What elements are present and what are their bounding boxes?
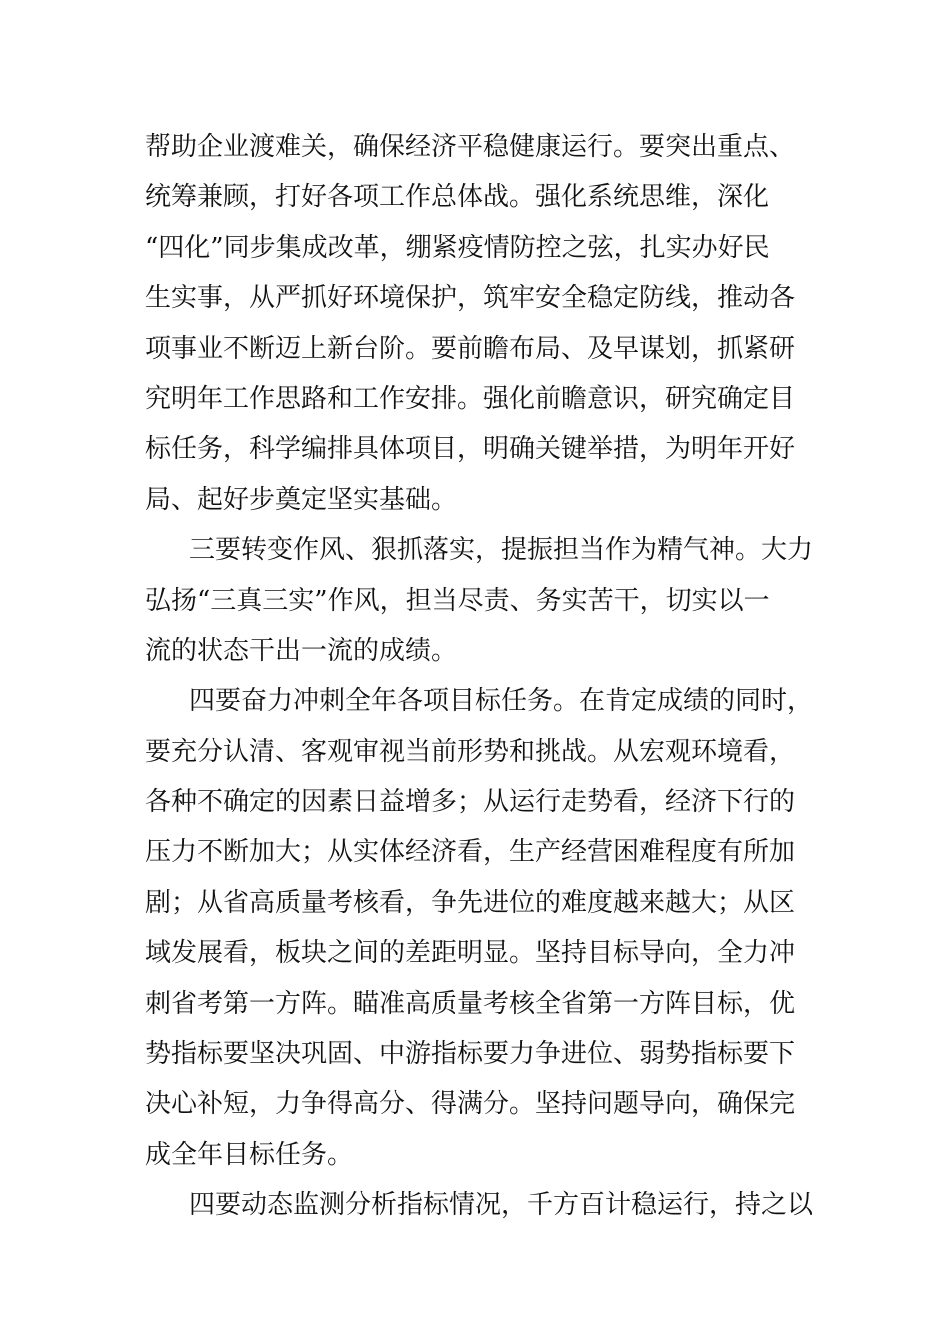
text-line: 刺省考第一方阵。瞄准高质量考核全省第一方阵目标，优 (145, 988, 796, 1019)
text-line: 势指标要坚决巩固、中游指标要力争进位、弱势指标要下 (145, 1039, 796, 1070)
text-line: 决心补短，力争得高分、得满分。坚持问题导向，确保完 (145, 1089, 796, 1120)
text-line: 帮助企业渡难关，确保经济平稳健康运行。要突出重点、 (145, 132, 796, 162)
text-line: 生实事，从严抓好环境保护，筑牢安全稳定防线，推动各 (145, 283, 796, 314)
text-line: 统筹兼顾，打好各项工作总体战。强化系统思维，深化 (145, 182, 770, 213)
text-line: 流的状态干出一流的成绩。 (145, 635, 458, 666)
text-line: 压力不断加大；从实体经济看，生产经营困难程度有所加 (145, 837, 796, 868)
text-line: 项事业不断迈上新台阶。要前瞻布局、及早谋划，抓紧研 (145, 333, 796, 364)
text-line: 弘扬“三真三实”作风，担当尽责、务实苦干，切实以一 (145, 585, 770, 616)
text-line: 各种不确定的因素日益增多；从运行走势看，经济下行的 (145, 787, 796, 818)
text-line: 要充分认清、客观审视当前形势和挑战。从宏观环境看， (145, 736, 796, 767)
document-body (145, 122, 815, 1231)
text-line: 剧；从省高质量考核看，争先进位的难度越来越大；从区 (145, 887, 796, 918)
text-line: 究明年工作思路和工作安排。强化前瞻意识，研究确定目 (145, 383, 796, 414)
text-line: 三要转变作风、狠抓落实，提振担当作为精气神。大力 (189, 535, 814, 566)
text-line: 四要奋力冲刺全年各项目标任务。在肯定成绩的同时， (189, 686, 814, 717)
text-line: 成全年目标任务。 (145, 1139, 354, 1170)
text-line: 标任务，科学编排具体项目，明确关键举措，为明年开好 (145, 434, 796, 465)
text-line: 局、起好步奠定坚实基础。 (145, 484, 458, 515)
text-line: 域发展看，板块之间的差距明显。坚持目标导向，全力冲 (145, 938, 796, 969)
text-line: “四化”同步集成改革，绷紧疫情防控之弦，扎实办好民 (145, 232, 770, 263)
text-line: 四要动态监测分析指标情况，千方百计稳运行，持之以 (189, 1190, 814, 1221)
